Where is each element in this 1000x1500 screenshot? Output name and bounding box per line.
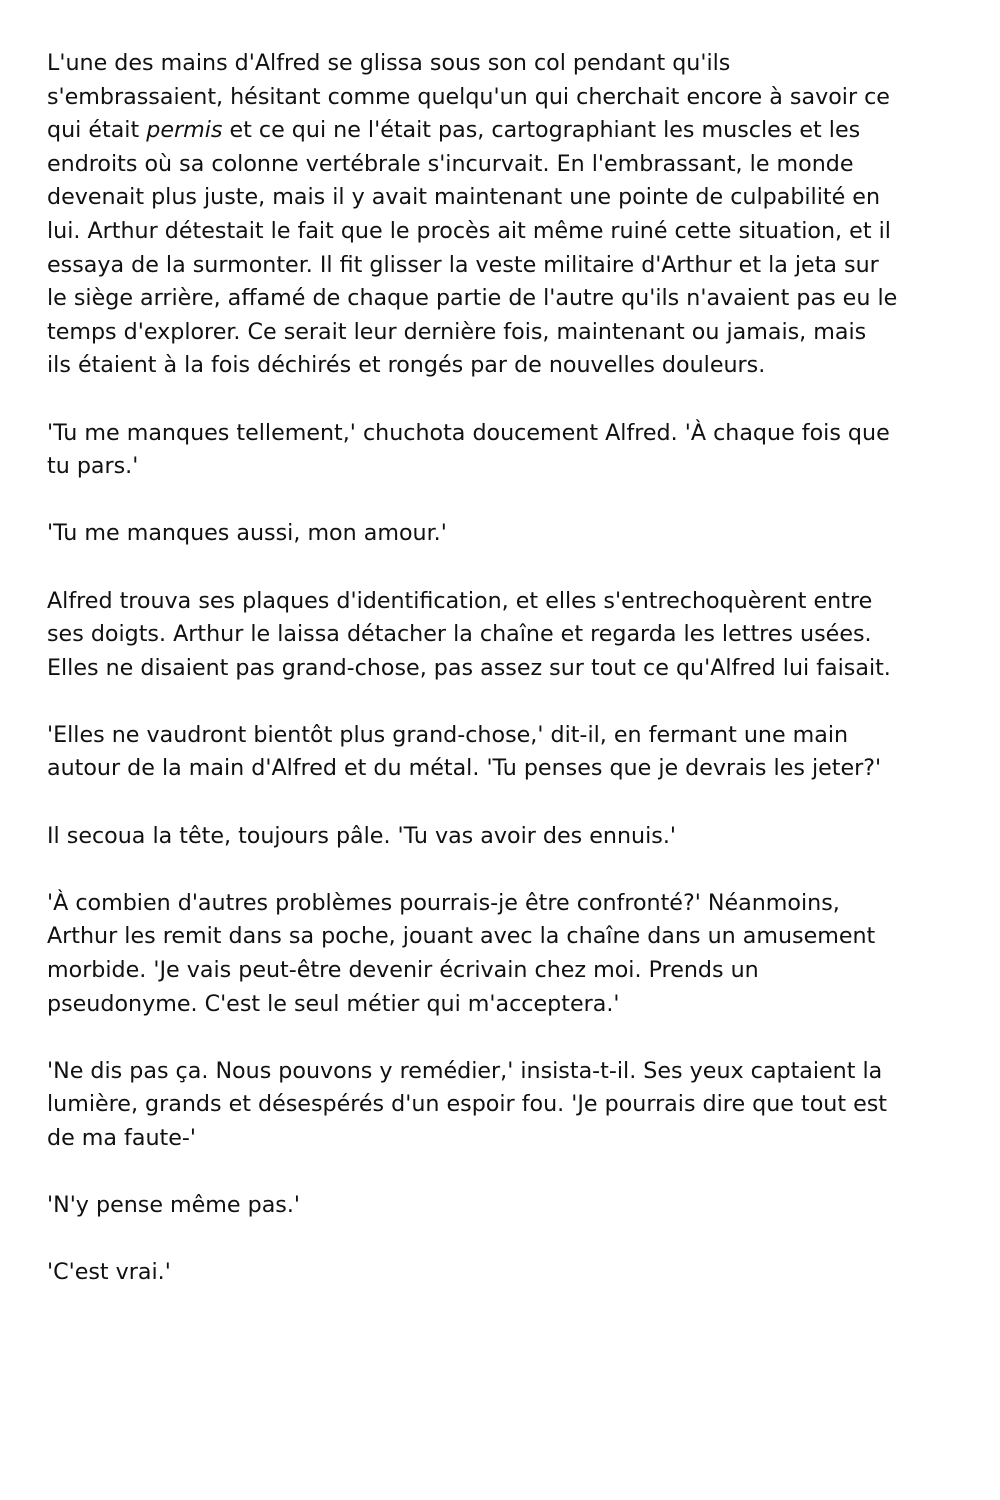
text-line bbox=[47, 1055, 962, 1089]
text-segment: pseudonyme. C'est le seul métier qui m'acceptera.' bbox=[47, 990, 620, 1017]
text-line bbox=[47, 988, 962, 1022]
text-segment: tu pars.' bbox=[47, 453, 139, 480]
text-line bbox=[47, 954, 962, 988]
text-line bbox=[47, 652, 962, 686]
text-segment: morbide. 'Je vais peut-être devenir écrivain chez moi. Prends un bbox=[47, 957, 759, 984]
paragraph bbox=[47, 417, 962, 484]
text-line bbox=[47, 1088, 962, 1122]
text-line bbox=[47, 215, 962, 249]
text-line bbox=[47, 316, 962, 350]
text-segment: qui était bbox=[47, 117, 147, 144]
text-line bbox=[47, 349, 962, 383]
text-line bbox=[47, 618, 962, 652]
text-segment: endroits où sa colonne vertébrale s'incurvait. En l'embrassant, le monde bbox=[47, 150, 854, 177]
text-line bbox=[47, 47, 962, 81]
text-segment: Arthur les remit dans sa poche, jouant avec la chaîne dans un amusement bbox=[47, 923, 876, 950]
text-line bbox=[47, 719, 962, 753]
text-segment: L'une des mains d'Alfred se glissa sous son col pendant qu'ils bbox=[47, 50, 731, 76]
text-segment: Il secoua la tête, toujours pâle. 'Tu vas avoir des ennuis.' bbox=[47, 822, 676, 849]
text-line bbox=[47, 181, 962, 215]
text-segment: 'C'est vrai.' bbox=[47, 1259, 171, 1286]
paragraph bbox=[47, 585, 962, 686]
text-line bbox=[47, 1256, 962, 1290]
text-segment: 'Elles ne vaudront bientôt plus grand-chose,' dit-il, en fermant une main bbox=[47, 721, 849, 748]
text-line bbox=[47, 585, 962, 619]
text-segment: lumière, grands et désespérés d'un espoir fou. 'Je pourrais dire que tout est bbox=[47, 1091, 887, 1118]
text-line bbox=[47, 450, 962, 484]
paragraph bbox=[47, 1055, 962, 1156]
paragraph bbox=[47, 719, 962, 786]
paragraph bbox=[47, 820, 962, 854]
paragraph bbox=[47, 1189, 962, 1223]
text-segment: ils étaient à la fois déchirés et rongés par de nouvelles douleurs. bbox=[47, 352, 766, 379]
text-line bbox=[47, 517, 962, 551]
paragraph bbox=[47, 517, 962, 551]
text-line bbox=[47, 752, 962, 786]
text-line bbox=[47, 114, 962, 148]
text-segment: devenait plus juste, mais il y avait maintenant une pointe de culpabilité en bbox=[47, 184, 881, 211]
text-line bbox=[47, 1122, 962, 1156]
text-line bbox=[47, 1189, 962, 1223]
text-segment: Elles ne disaient pas grand-chose, pas assez sur tout ce qu'Alfred lui faisait. bbox=[47, 654, 891, 681]
paragraph bbox=[47, 1256, 962, 1290]
text-line bbox=[47, 920, 962, 954]
text-segment: autour de la main d'Alfred et du métal. 'Tu penses que je devrais les jeter?' bbox=[47, 755, 882, 782]
text-segment: 'N'y pense même pas.' bbox=[47, 1192, 301, 1219]
text-line bbox=[47, 417, 962, 451]
text-segment: et ce qui ne l'était pas, cartographiant les muscles et les bbox=[222, 117, 861, 144]
text-segment: de ma faute-' bbox=[47, 1125, 196, 1151]
text-line bbox=[47, 148, 962, 182]
text-segment: ses doigts. Arthur le laissa détacher la chaîne et regarda les lettres usées. bbox=[47, 621, 872, 648]
text-line bbox=[47, 887, 962, 921]
text-segment: 'À combien d'autres problèmes pourrais-je être confronté?' Néanmoins, bbox=[47, 889, 840, 916]
text-segment: temps d'explorer. Ce serait leur dernière fois, maintenant ou jamais, mais bbox=[47, 318, 867, 345]
text-line bbox=[47, 249, 962, 283]
text-segment: 'Tu me manques aussi, mon amour.' bbox=[47, 520, 447, 547]
text-segment: essaya de la surmonter. Il fit glisser la veste militaire d'Arthur et la jeta sur bbox=[47, 251, 879, 278]
text-segment: s'embrassaient, hésitant comme quelqu'un qui cherchait encore à savoir ce bbox=[47, 83, 890, 110]
text-segment: 'Tu me manques tellement,' chuchota doucement Alfred. 'À chaque fois que bbox=[47, 419, 890, 446]
text-segment: lui. Arthur détestait le fait que le procès ait même ruiné cette situation, et il bbox=[47, 217, 891, 244]
text-line bbox=[47, 820, 962, 854]
emphasized-text: permis bbox=[146, 117, 223, 144]
text-segment: 'Ne dis pas ça. Nous pouvons y remédier,' insista-t-il. Ses yeux captaient la bbox=[47, 1057, 883, 1084]
text-segment: le siège arrière, affamé de chaque partie de l'autre qu'ils n'avaient pas eu le bbox=[47, 285, 898, 312]
paragraph bbox=[47, 887, 962, 1021]
paragraph bbox=[47, 47, 962, 383]
text-line bbox=[47, 282, 962, 316]
text-segment: Alfred trouva ses plaques d'identification, et elles s'entrechoquèrent entre bbox=[47, 587, 873, 614]
text-line bbox=[47, 81, 962, 115]
